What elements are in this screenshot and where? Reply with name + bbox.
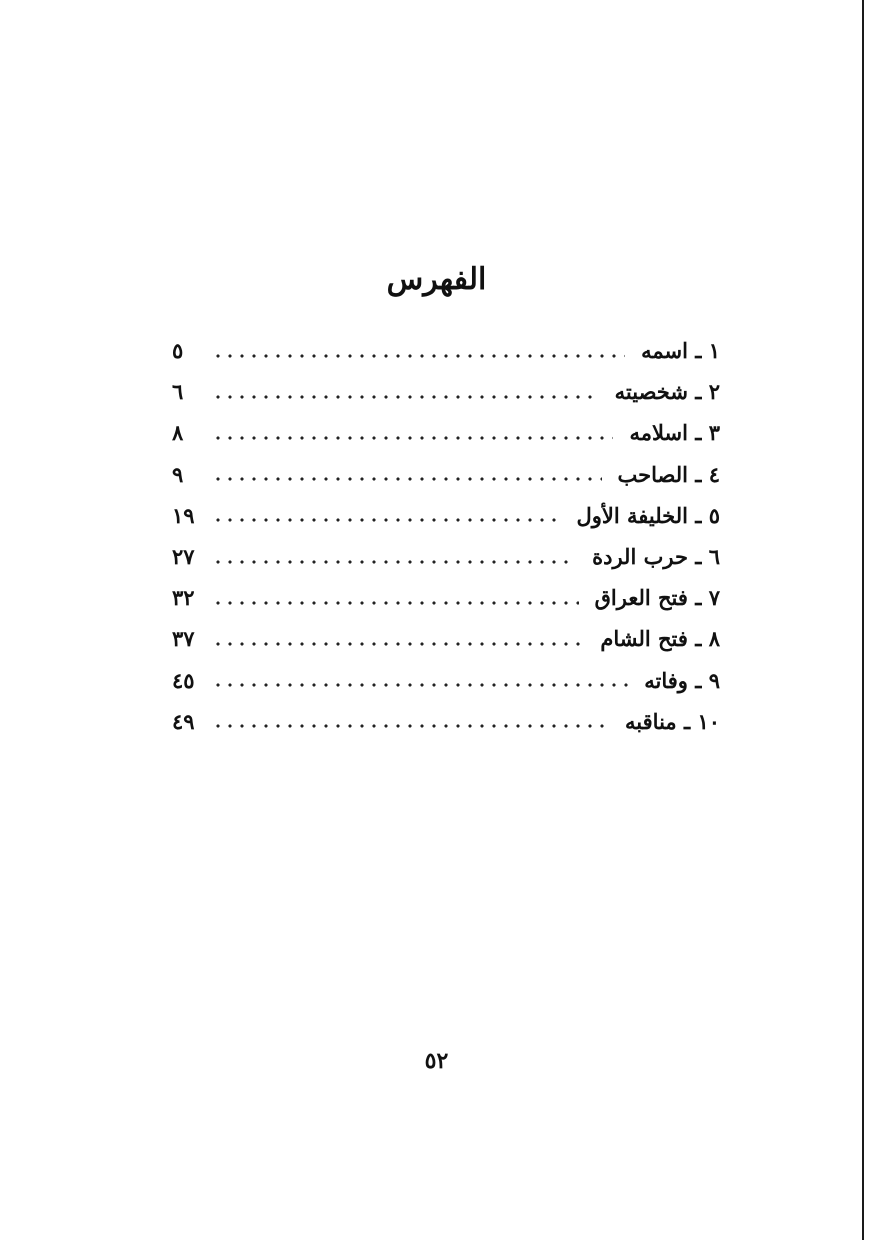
- toc-entry-label: ١٠ ـ مناقبه: [625, 708, 720, 734]
- dot-leader: [212, 477, 602, 481]
- toc-entry-label: ٧ ـ فتح العراق: [594, 585, 720, 611]
- toc-entry-label: ٣ ـ اسلامه: [629, 420, 720, 446]
- toc-entry-page: ٣٧: [172, 626, 195, 652]
- toc-entry: [172, 371, 720, 412]
- toc-entry-label: ٦ ـ حرب الردة: [592, 544, 720, 570]
- dot-leader: [212, 642, 584, 646]
- toc-entry-label: ٥ ـ الخليفة الأول: [576, 502, 720, 528]
- dot-leader: [212, 395, 599, 399]
- toc-entry: [172, 412, 720, 453]
- toc-entry-page: ٦: [172, 379, 184, 405]
- toc-entry-page: ١٩: [172, 502, 195, 528]
- toc-entry-page: ٤٩: [172, 708, 195, 734]
- page-number: ٥٢: [424, 1048, 449, 1074]
- toc-entry-label: ٢ ـ شخصيته: [614, 379, 720, 405]
- toc-entry-label: ٤ ـ الصاحب: [617, 461, 720, 487]
- toc-entry-page: ٥: [172, 338, 184, 364]
- toc-entry: [172, 701, 720, 742]
- dot-leader: [212, 436, 613, 440]
- dot-leader: [212, 560, 576, 564]
- toc-entry: [172, 495, 720, 536]
- toc-entry-page: ٨: [172, 420, 184, 446]
- table-of-contents: [172, 330, 720, 742]
- toc-entry-page: ٣٢: [172, 585, 195, 611]
- toc-entry-label: ٨ ـ فتح الشام: [600, 626, 720, 652]
- toc-entry-label: ١ ـ اسمه: [641, 338, 720, 364]
- dot-leader: [212, 354, 625, 358]
- toc-entry: [172, 577, 720, 618]
- dot-leader: [212, 518, 560, 522]
- dot-leader: [212, 601, 579, 605]
- toc-entry: [172, 660, 720, 701]
- index-title: الفهرس: [386, 262, 487, 297]
- toc-entry-page: ٢٧: [172, 544, 195, 570]
- toc-entry-page: ٩: [172, 461, 184, 487]
- toc-entry: [172, 536, 720, 577]
- toc-entry: [172, 454, 720, 495]
- toc-entry: [172, 330, 720, 371]
- toc-entry: [172, 618, 720, 659]
- dot-leader: [212, 683, 628, 687]
- toc-entry-label: ٩ ـ وفاته: [644, 667, 720, 693]
- toc-entry-page: ٤٥: [172, 667, 195, 693]
- dot-leader: [212, 724, 609, 728]
